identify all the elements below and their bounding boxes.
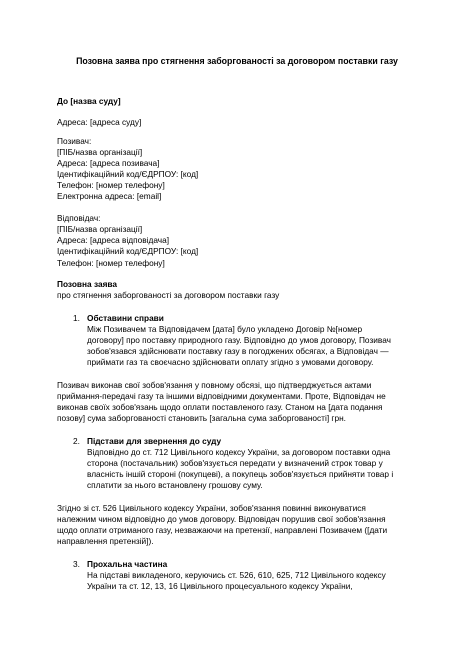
section-heading: Обставини справи	[87, 313, 164, 323]
paragraph-line: належним чином відповідно до умов договору. Відповідач порушив свої зобов'язання	[57, 514, 386, 524]
section-heading: Прохальна частина	[87, 559, 168, 569]
section-text-line: приймати газ та своєчасно здійснювати оплату згідно з умовами договору.	[87, 357, 374, 367]
defendant-name: [ПІБ/назва організації]	[57, 224, 143, 234]
plaintiff-code: Ідентифікаційний код/ЄДРПОУ: [код]	[57, 169, 199, 179]
claim-subheading: про стягнення заборгованості за договором поставки газу	[57, 290, 280, 300]
claim-heading: Позовна заява	[57, 279, 118, 289]
defendant-heading: Відповідач:	[57, 213, 101, 223]
plaintiff-email: Електронна адреса: [email]	[57, 191, 162, 201]
plaintiff-address: Адреса: [адреса позивача]	[57, 158, 160, 168]
paragraph-line: Позивач виконав свої зобов'язання у повному обсязі, що підтверджується актами	[57, 380, 372, 390]
section-text-line: На підставі викладеного, керуючись ст. 526, 610, 625, 712 Цивільного кодексу	[87, 570, 386, 580]
paragraph-line: щодо оплати отриманого газу, незважаючи на претензії, направлені Позивачем ([дати	[57, 525, 388, 535]
defendant-code: Ідентифікаційний код/ЄДРПОУ: [код]	[57, 246, 199, 256]
defendant-phone: Телефон: [номер телефону]	[57, 258, 165, 268]
paragraph-line: направлення претензій]).	[57, 536, 154, 546]
section-heading: Підстави для звернення до суду	[87, 436, 222, 446]
section-number: 2.	[73, 436, 80, 446]
section-text-line: Між Позивачем та Відповідачем [дата] було укладено Договір №[номер	[87, 324, 363, 334]
section-text-line: зобов'язався здійснювати поставку газу в погоджених обсягах, а Відповідач —	[87, 346, 389, 356]
section-text-line: сплатити за нього встановлену грошову суму.	[87, 480, 263, 490]
court-address: Адреса: [адреса суду]	[57, 117, 142, 127]
section-text-line: сторона (постачальник) зобов'язується передати у визначений строк товар у	[87, 458, 383, 468]
paragraph-line: Згідно зі ст. 526 Цивільного кодексу України, зобов'язання повинні виконуватися	[57, 503, 366, 513]
paragraph-line: позову] сума заборгованості становить [загальна сума заборгованості] грн.	[57, 413, 346, 423]
section-number: 3.	[73, 559, 80, 569]
plaintiff-phone: Телефон: [номер телефону]	[57, 180, 165, 190]
section-number: 1.	[73, 313, 80, 323]
section-text-line: договору] про поставку природного газу. Відповідно до умов договору, Позивач	[87, 335, 391, 345]
section-text-line: Відповідно до ст. 712 Цивільного кодексу України, за договором поставки одна	[87, 447, 391, 457]
paragraph-line: приймання-передачі газу та іншими відповідними документами. Проте, Відповідач не	[57, 391, 386, 401]
document-title: Позовна заява про стягнення заборгованості за договором поставки газу	[76, 56, 398, 66]
paragraph-line: виконав своїх зобов'язань щодо оплати поставленого газу. Станом на [дата подання	[57, 402, 383, 412]
court-name: До [назва суду]	[57, 96, 121, 106]
section-text-line: України та ст. 12, 13, 16 Цивільного процесуального кодексу України,	[87, 581, 353, 591]
section-text-line: власність іншій стороні (покупцеві), а покупець зобов'язується прийняти товар і	[87, 469, 394, 479]
defendant-address: Адреса: [адреса відповідача]	[57, 235, 169, 245]
plaintiff-name: [ПІБ/назва організації]	[57, 147, 143, 157]
plaintiff-heading: Позивач:	[57, 136, 92, 146]
